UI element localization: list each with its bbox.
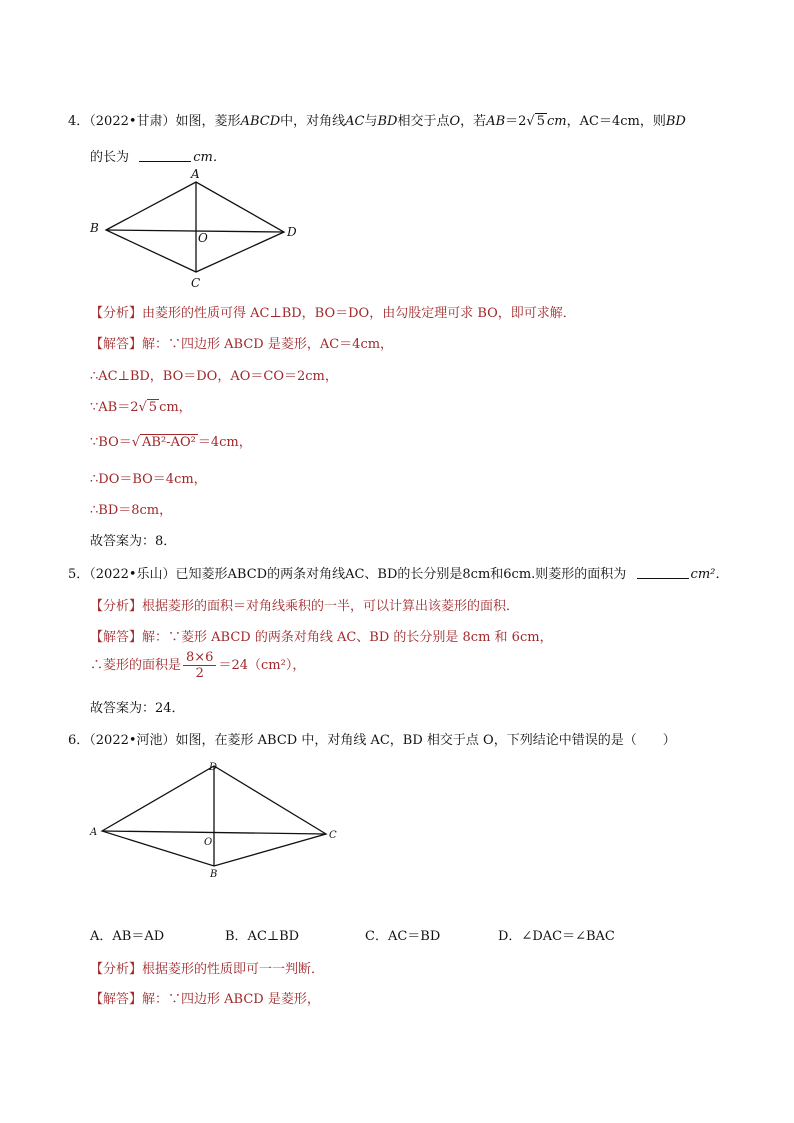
label-o: O [198,231,208,245]
label-c: C [191,276,201,290]
rhombus-outline [106,182,284,272]
q6-option-a: A．AB＝AD [90,929,165,944]
q6-option-d: D．∠DAC＝∠BAC [498,929,615,944]
answer-blank [637,566,689,579]
diagonal-bd [106,230,284,232]
label-a: A [191,167,200,181]
q6-option-b: B．AC⊥BD [225,929,300,944]
q6-stem: 6．（2022•河池）如图，在菱形 ABCD 中，对角线 AC，BD 相交于点 O，下列结论中错误的是（ ） [68,733,676,748]
q4-step1: ∴AC⊥BD，BO＝DO，AO＝CO＝2cm， [90,369,338,384]
q5-stem: 5．（2022•乐山）已知菱形ABCD的两条对角线AC、BD的长分别是8cm和6cm.则菱形的面积为 cm²． [68,567,729,582]
q6-analysis: 【分析】根据菱形的性质即可一一判断． [90,962,325,977]
q4-step2: ∵AB＝2√ 5 cm， [90,400,192,415]
label-b: B [90,221,99,235]
q4-step4: ∴DO＝BO＝4cm， [90,472,207,487]
label-o: O [204,837,213,848]
answer-blank [139,149,191,162]
q6-option-c: C．AC＝BD [365,929,441,944]
q4-step5: ∴BD＝8cm， [90,503,173,518]
q6-rhombus-figure [88,758,348,883]
label-d: D [209,762,218,773]
label-d: D [287,225,297,239]
q4-answer: 【解答】解：∵四边形 ABCD 是菱形，AC＝4cm， [90,337,394,352]
q4-rhombus-figure [88,168,318,288]
q4-final-answer: 故答案为：8． [90,534,177,549]
q4-analysis: 【分析】由菱形的性质可得 AC⊥BD，BO＝DO，由勾股定理可求 BO，即可求解． [90,306,576,321]
q6-answer: 【解答】解：∵四边形 ABCD 是菱形， [90,992,320,1007]
q5-area: ∴菱形的面积是 $\frac{8\times 6}{2}$ ＝24（cm²）， [90,650,306,681]
label-c: C [329,830,337,841]
q5-analysis: 【分析】根据菱形的面积＝对角线乘积的一半，可以计算出该菱形的面积． [90,599,520,614]
label-b: B [210,869,218,880]
fraction: $\frac{8\times 6}{2}$ [183,650,216,681]
q4-stem-line2: 的长为 cm． [90,150,226,165]
q4-step3: ∵BO＝√ AB²-AO² ＝4cm， [90,435,252,450]
label-a: A [90,827,98,838]
q4-stem: 4．（2022•甘肃）如图，菱形ABCD中，对角线AC与BD相交于点O，若AB＝2√ 5 cm，AC＝4cm，则BD [68,114,686,129]
q5-answer: 【解答】解：∵菱形 ABCD 的两条对角线 AC、BD 的长分别是 8cm 和 6cm， [90,630,553,645]
q5-final-answer: 故答案为：24． [90,701,185,716]
